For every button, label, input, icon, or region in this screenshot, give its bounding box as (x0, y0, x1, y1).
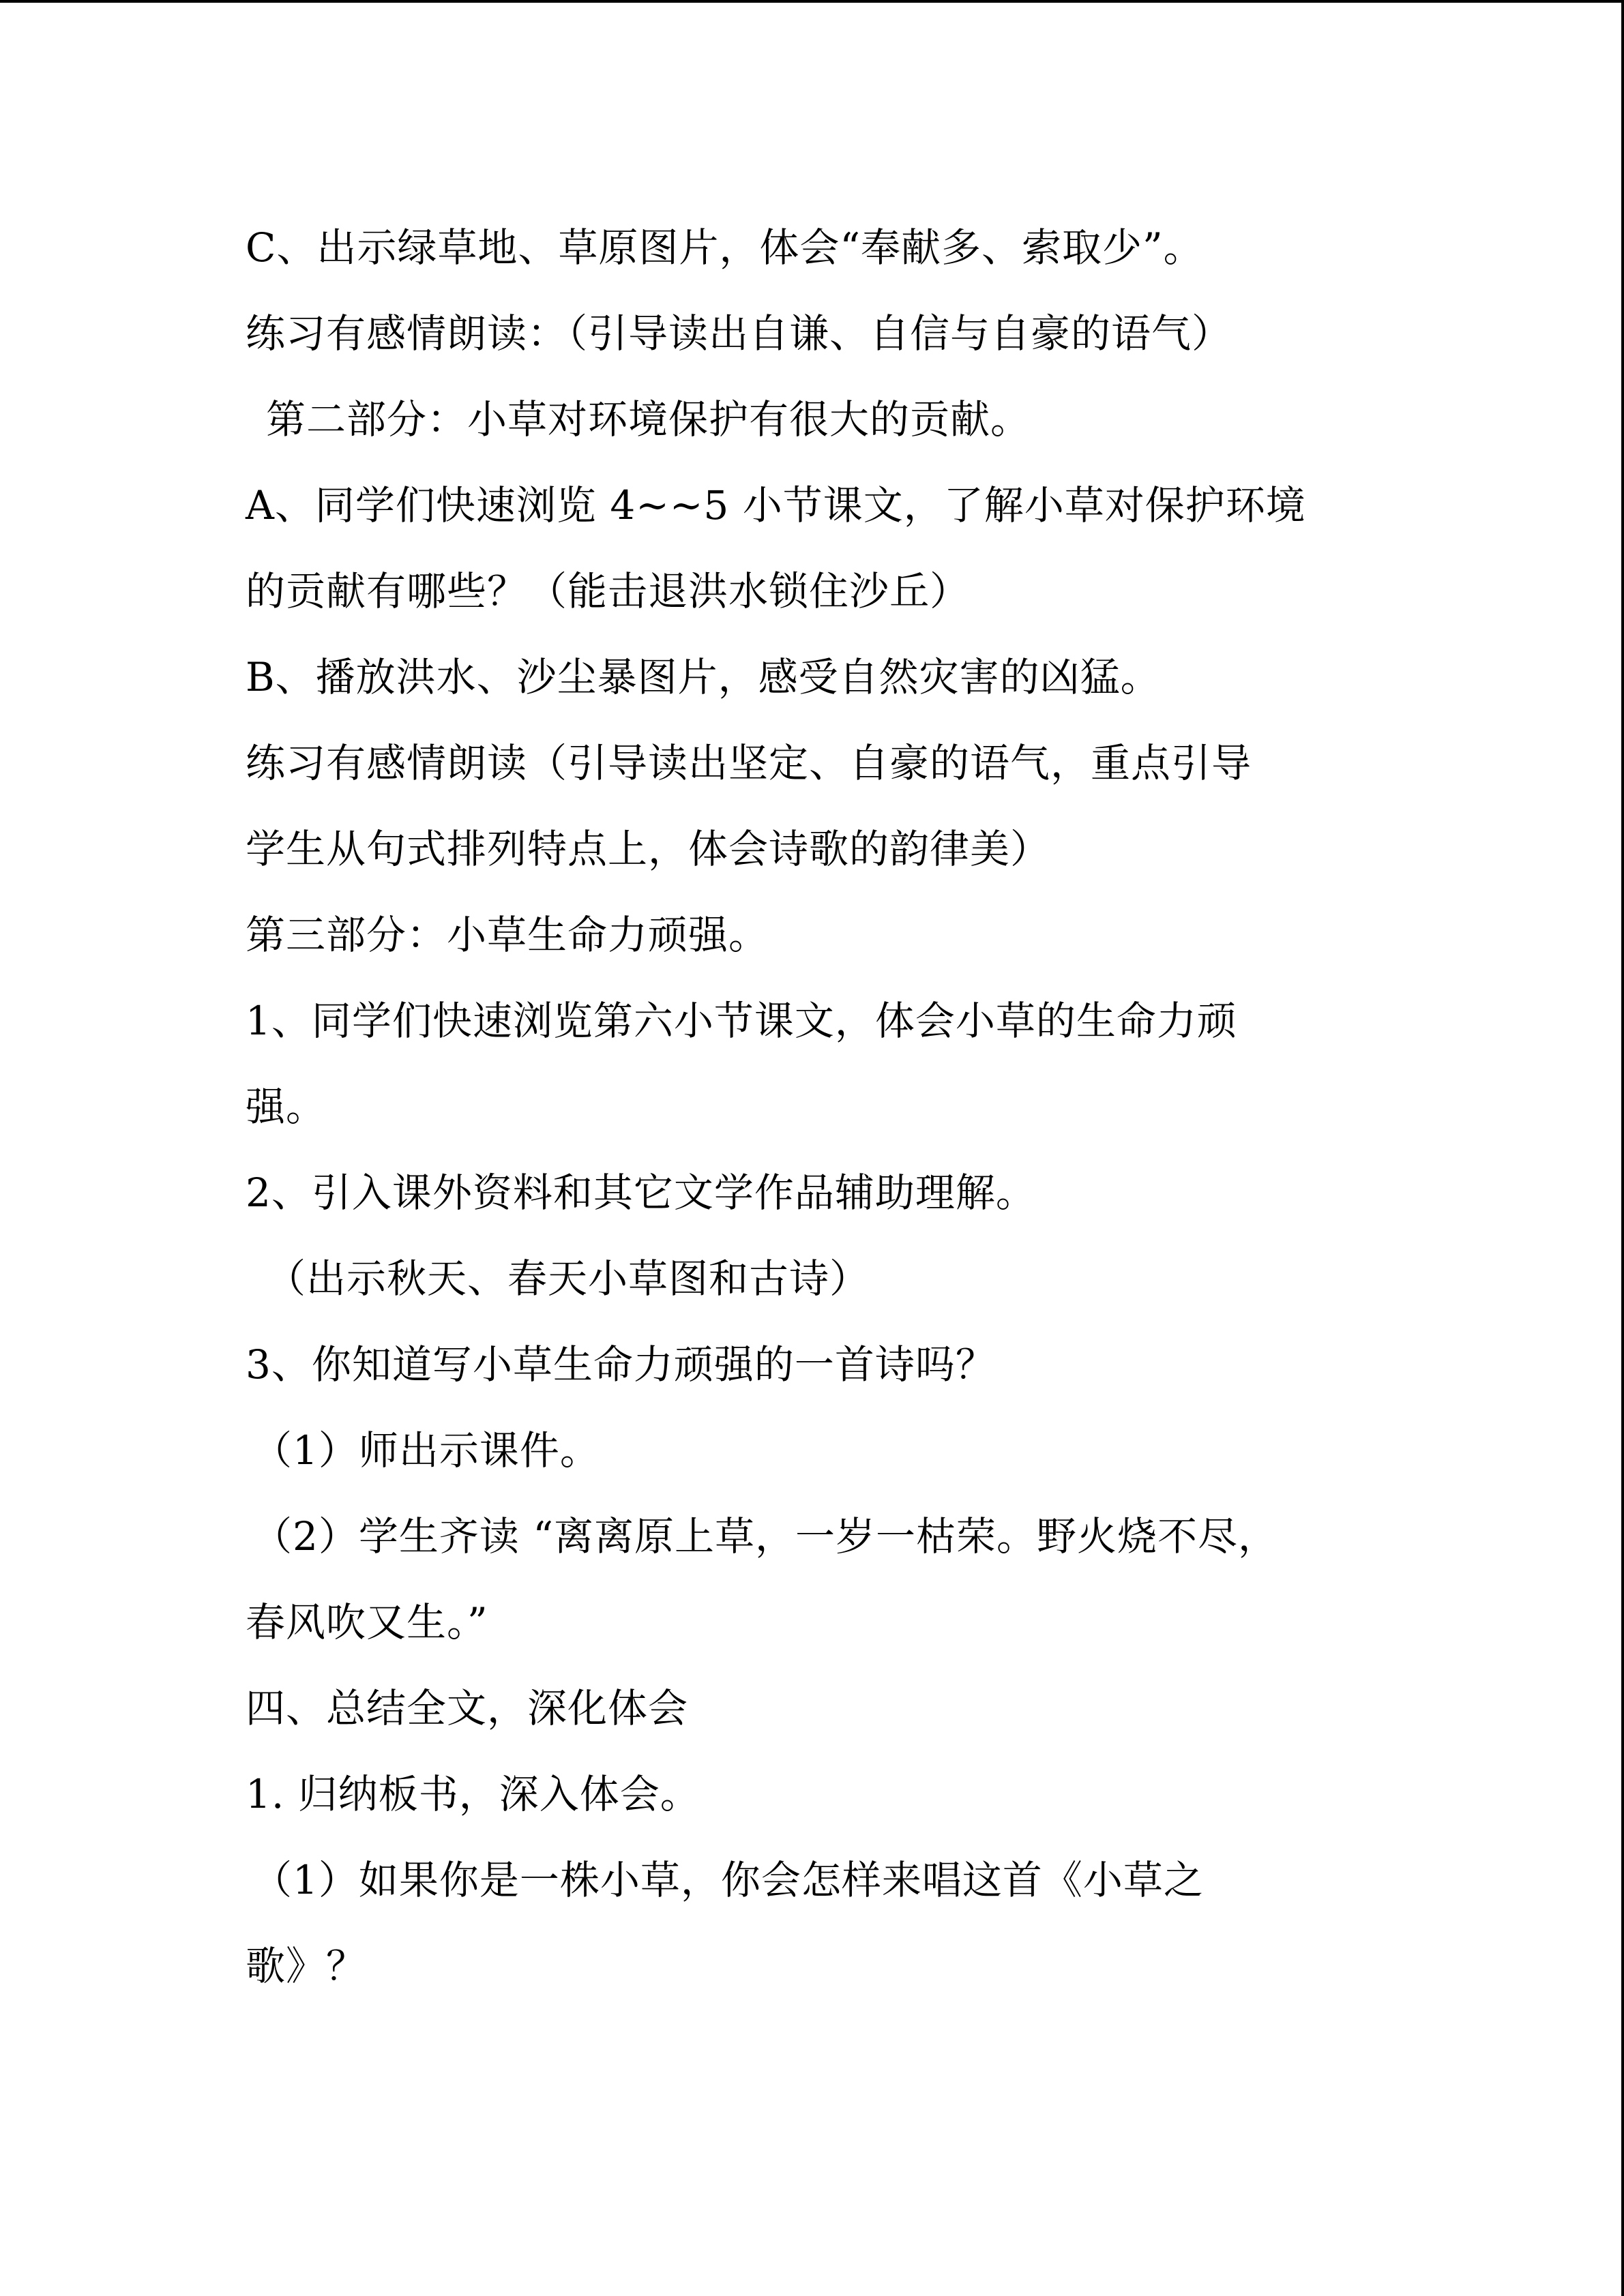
paragraph-line: （1）师出示课件。 (252, 1427, 600, 1474)
paragraph-line: C、出示绿草地、草原图片，体会“奉献多、索取少”。 (246, 224, 1204, 271)
paragraph-line: 1. 归纳板书，深入体会。 (246, 1771, 700, 1817)
paragraph-line: 歌》？ (246, 1943, 367, 1989)
paragraph-line: 的贡献有哪些？（能击退洪水锁住沙丘） (246, 568, 971, 614)
paragraph-line: B、播放洪水、沙尘暴图片，感受自然灾害的凶猛。 (246, 654, 1161, 700)
paragraph-line: （出示秋天、春天小草图和古诗） (266, 1255, 870, 1302)
paragraph-line: 学生从句式排列特点上，体会诗歌的韵律美） (246, 826, 1051, 872)
page-top-border (0, 0, 1624, 3)
paragraph-line: （1）如果你是一株小草，你会怎样来唱这首《小草之 (252, 1857, 1204, 1903)
paragraph-line: 强。 (246, 1084, 327, 1130)
paragraph-line: 1、同学们快速浏览第六小节课文，体会小草的生命力顽 (246, 998, 1237, 1044)
section-heading: 第三部分：小草生命力顽强。 (246, 912, 769, 958)
paragraph-line: 练习有感情朗读（引导读出坚定、自豪的语气，重点引导 (246, 740, 1252, 786)
paragraph-line: （2）学生齐读 “离离原上草，一岁一枯荣。野火烧不尽， (252, 1513, 1278, 1560)
paragraph-line: 春风吹又生。” (246, 1599, 488, 1645)
document-body (246, 205, 1405, 2009)
paragraph-line: 3、你知道写小草生命力顽强的一首诗吗？ (246, 1341, 996, 1388)
section-heading: 四、总结全文，深化体会 (246, 1685, 689, 1731)
page-right-border (1621, 0, 1624, 2296)
paragraph-line: 练习有感情朗读：（引导读出自谦、自信与自豪的语气） (246, 310, 1232, 357)
paragraph-line: A、同学们快速浏览 4~~5 小节课文，了解小草对保护环境 (246, 482, 1306, 528)
paragraph-line: 2、引入课外资料和其它文学作品辅助理解。 (246, 1169, 1036, 1216)
section-heading: 第二部分：小草对环境保护有很大的贡献。 (266, 396, 1031, 443)
